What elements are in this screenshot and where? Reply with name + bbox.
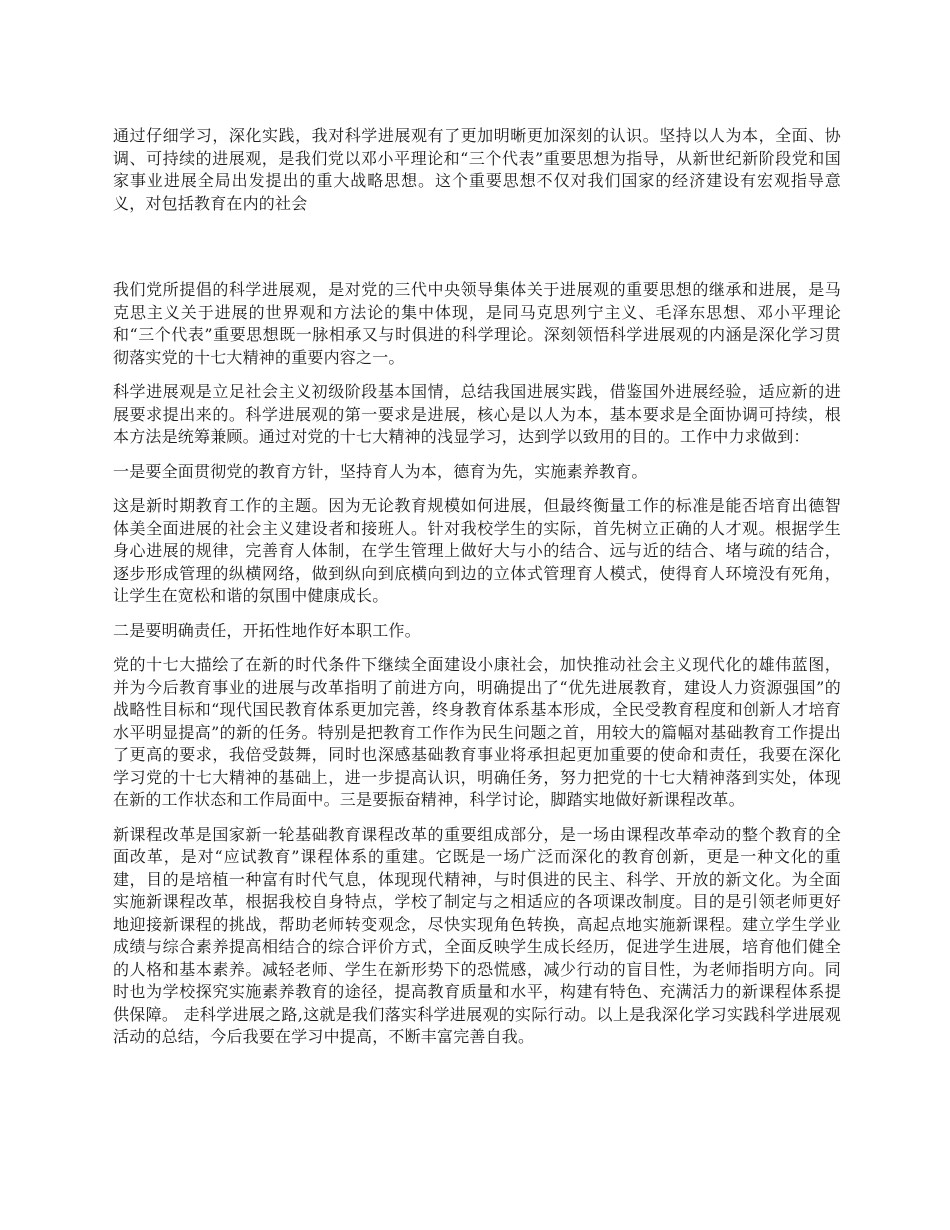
paragraph-curriculum-reform: 新课程改革是国家新一轮基础教育课程改革的重要组成部分，是一场由课程改革牵动的整个教育的全面改革，是对“应试教育”课程体系的重建。它既是一场广泛而深化的教育创新，更是一种文化的重建，目的是培植一种富有时代气息，体现现代精神，与时俱进的民主、科学、开放的新文化。为全面实施新课程改革，根据我校自身特点，学校了制定与之相适应的各项课改制度。目的是引领老师更好地迎接新课程的挑战，帮助老师转变观念，尽快实现角色转换，高起点地实施新课程。建立学生学业成绩与综合素养提高相结合的综合评价方式，全面反映学生成长经历，促进学生进展，培育他们健全的人格和基本素养。减轻老师、学生在新形势下的恐慌感，减少行动的盲目性，为老师指明方向。同时也为学校探究实施素养教育的途径，提高教育质量和水平，构建有特色、充满活力的新课程体系提供保障。 走科学进展之路,这就是我们落实科学进展观的实际行动。以上是我深化学习实践科学进展观活动的总结，今后我要在学习中提高，不断丰富完善自我。 (113, 824, 841, 1046)
paragraph-point-one: 一是要全面贯彻党的教育方针，坚持育人为本，德育为先，实施素养教育。 (113, 461, 648, 481)
paragraph-intro: 通过仔细学习，深化实践，我对科学进展观有了更加明晰更加深刻的认识。坚持以人为本，全面、协调、可持续的进展观，是我们党以邓小平理论和“三个代表”重要思想为指导，从新世纪新阶段党和国家事业进展全局出发提出的重大战略思想。这个重要思想不仅对我们国家的经济建设有宏观指导意义，对包括教育在内的社会 (113, 126, 841, 213)
document-page (113, 125, 841, 1049)
section-gap (113, 215, 841, 279)
paragraph-education-theme: 这是新时期教育工作的主题。因为无论教育规模如何进展，但最终衡量工作的标准是能否培育出德智体美全面进展的社会主义建设者和接班人。针对我校学生的实际，首先树立正确的人才观。根据学生身心进展的规律，完善育人体制，在学生管理上做好大与小的结合、远与近的结合、堵与疏的结合，逐步形成管理的纵横网络，做到纵向到底横向到边的立体式管理育人模式，使得育人环境没有死角，让学生在宽松和谐的氛围中健康成长。 (113, 496, 841, 605)
paragraph-point-two: 二是要明确责任，开拓性地作好本职工作。 (113, 620, 421, 640)
paragraph-seventeenth-congress: 党的十七大描绘了在新的时代条件下继续全面建设小康社会，加快推动社会主义现代化的雄伟蓝图，并为今后教育事业的进展与改革指明了前进方向，明确提出了“优先进展教育，建设人力资源强国”的战略性目标和“现代国民教育体系更加完善，终身教育体系基本形成，全民受教育程度和创新人才培育水平明显提高”的新的任务。特别是把教育工作作为民生问题之首，用较大的篇幅对基础教育工作提出了更高的要求，我倍受鼓舞，同时也深感基础教育事业将承担起更加重要的使命和责任，我要在深化学习党的十七大精神的基础上，进一步提高认识，明确任务，努力把党的十七大精神落到实处，体现在新的工作状态和工作局面中。三是要振奋精神，科学讨论，脚踏实地做好新课程改革。 (113, 655, 841, 809)
paragraph-scientific-outlook: 我们党所提倡的科学进展观，是对党的三代中央领导集体关于进展观的重要思想的继承和进展，是马克思主义关于进展的世界观和方法论的集中体现，是同马克思列宁主义、毛泽东思想、邓小平理论和“三个代表”重要思想既一脉相承又与时俱进的科学理论。深刻领悟科学进展观的内涵是深化学习贯彻落实党的十七大精神的重要内容之一。 (113, 280, 841, 367)
paragraph-basic-requirements: 科学进展观是立足社会主义初级阶段基本国情，总结我国进展实践，借鉴国外进展经验，适应新的进展要求提出来的。科学进展观的第一要求是进展，核心是以人为本，基本要求是全面协调可持续，根本方法是统筹兼顾。通过对党的十七大精神的浅显学习，达到学以致用的目的。工作中力求做到： (113, 382, 841, 446)
